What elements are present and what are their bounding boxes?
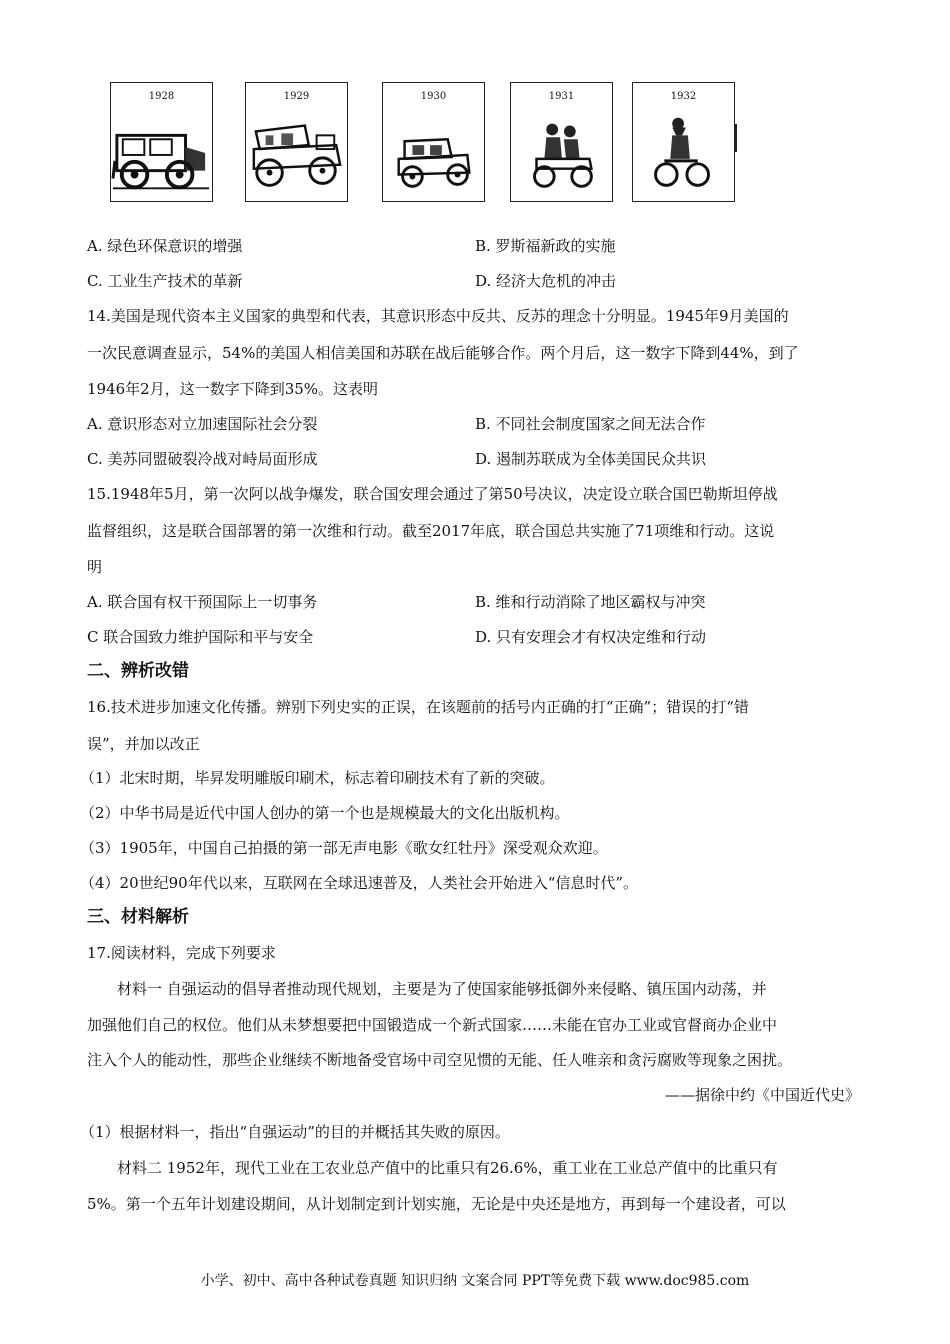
q15-line-1: 15.1948年5月，第一次阿以战争爆发，联合国安理会通过了第50号决议，决定设立联合国巴勒斯坦停战	[87, 485, 778, 503]
q13-option-d: D. 经济大危机的冲击	[475, 272, 617, 290]
section-heading-2: 二、辨析改错	[87, 661, 189, 681]
bicycle-rider-icon	[633, 105, 734, 201]
material2-line-1: 材料二 1952年，现代工业在工农业总产值中的比重只有26.6%，重工业在工业总产值中的比重只有	[117, 1159, 778, 1177]
panel-1929	[245, 82, 348, 202]
panel-year: 1930	[420, 91, 447, 102]
q15-option-a: A. 联合国有权干预国际上一切事务	[87, 593, 318, 611]
q16-line-1: 16.技术进步加速文化传播。辨别下列史实的正误，在该题前的括号内正确的打“正确”；错误的打“错	[87, 698, 749, 716]
old-car-icon	[111, 105, 212, 201]
q17-question-1: （1）根据材料一，指出“自强运动”的目的并概括其失败的原因。	[80, 1123, 510, 1141]
q14-line-2: 一次民意调查显示，54%的美国人相信美国和苏联在战后能够合作。两个月后，这一数字下降到44%，到了	[87, 344, 799, 362]
q16-item-4: （4）20世纪90年代以来，互联网在全球迅速普及，人类社会开始进入“信息时代”。	[80, 874, 639, 892]
q14-line-1: 14.美国是现代资本主义国家的典型和代表，其意识形态中反共、反苏的理念十分明显。1945年9月美国的	[87, 307, 789, 325]
transport-figure	[110, 82, 750, 204]
q14-line-3: 1946年2月，这一数字下降到35%。这表明	[87, 380, 379, 398]
q14-option-a: A. 意识形态对立加速国际社会分裂	[87, 415, 318, 433]
panel-1928	[110, 82, 213, 202]
panel-year: 1932	[670, 91, 697, 102]
q14-option-c: C. 美苏同盟破裂冷战对峙局面形成	[87, 450, 318, 468]
q16-line-2: 误”，并加以改正	[87, 735, 200, 753]
material1-line-3: 注入个人的能动性，那些企业继续不断地备受官场中司空见惯的无能、任人唯亲和贪污腐败等现象之困扰。	[87, 1051, 793, 1069]
q16-item-3: （3）1905年，中国自己拍摄的第一部无声电影《歌女红牡丹》深受观众欢迎。	[80, 839, 608, 857]
material1-line-2: 加强他们自己的权位。他们从未梦想要把中国锻造成一个新式国家……未能在官办工业或官督商办企业中	[87, 1016, 778, 1034]
section-heading-3: 三、材料解析	[87, 907, 189, 927]
q14-option-b: B. 不同社会制度国家之间无法合作	[475, 415, 706, 433]
q15-option-b: B. 维和行动消除了地区霸权与冲突	[475, 593, 706, 611]
page-footer: 小学、初中、高中各种试卷真题 知识归纳 文案合同 PPT等免费下载 www.doc985.com	[200, 1273, 750, 1289]
q15-line-3: 明	[87, 558, 103, 576]
small-car-icon	[383, 105, 484, 201]
panel-1930	[382, 82, 485, 202]
q15-option-d: D. 只有安理会才有权决定维和行动	[475, 628, 707, 646]
panel-year: 1928	[148, 91, 175, 102]
material2-line-2: 5%。第一个五年计划建设期间，从计划制定到计划实施，无论是中央还是地方，再到每一个建设者，可以	[87, 1195, 786, 1213]
motorcycle-sidecar-icon	[511, 105, 612, 201]
q15-option-c: C 联合国致力维护国际和平与安全	[87, 628, 314, 646]
scan-mark	[735, 124, 737, 152]
panel-year: 1929	[283, 91, 310, 102]
q13-option-b: B. 罗斯福新政的实施	[475, 237, 616, 255]
vintage-car-icon	[246, 105, 347, 201]
q17-intro: 17.阅读材料，完成下列要求	[87, 944, 276, 962]
q13-option-a: A. 绿色环保意识的增强	[87, 237, 243, 255]
q15-line-2: 监督组织，这是联合国部署的第一次维和行动。截至2017年底，联合国总共实施了71项维和行动。这说	[87, 522, 775, 540]
q16-item-1: （1）北宋时期，毕昇发明雕版印刷术，标志着印刷技术有了新的突破。	[80, 769, 555, 787]
q14-option-d: D. 遏制苏联成为全体美国民众共识	[475, 450, 707, 468]
material1-source: ——据徐中约《中国近代史》	[664, 1086, 860, 1104]
material1-line-1: 材料一 自强运动的倡导者推动现代规划，主要是为了使国家能够抵御外来侵略、镇压国内动荡，并	[117, 980, 767, 998]
panel-1931	[510, 82, 613, 202]
q16-item-2: （2）中华书局是近代中国人创办的第一个也是规模最大的文化出版机构。	[80, 804, 570, 822]
panel-1932	[632, 82, 735, 202]
panel-year: 1931	[548, 91, 575, 102]
q13-option-c: C. 工业生产技术的革新	[87, 272, 243, 290]
